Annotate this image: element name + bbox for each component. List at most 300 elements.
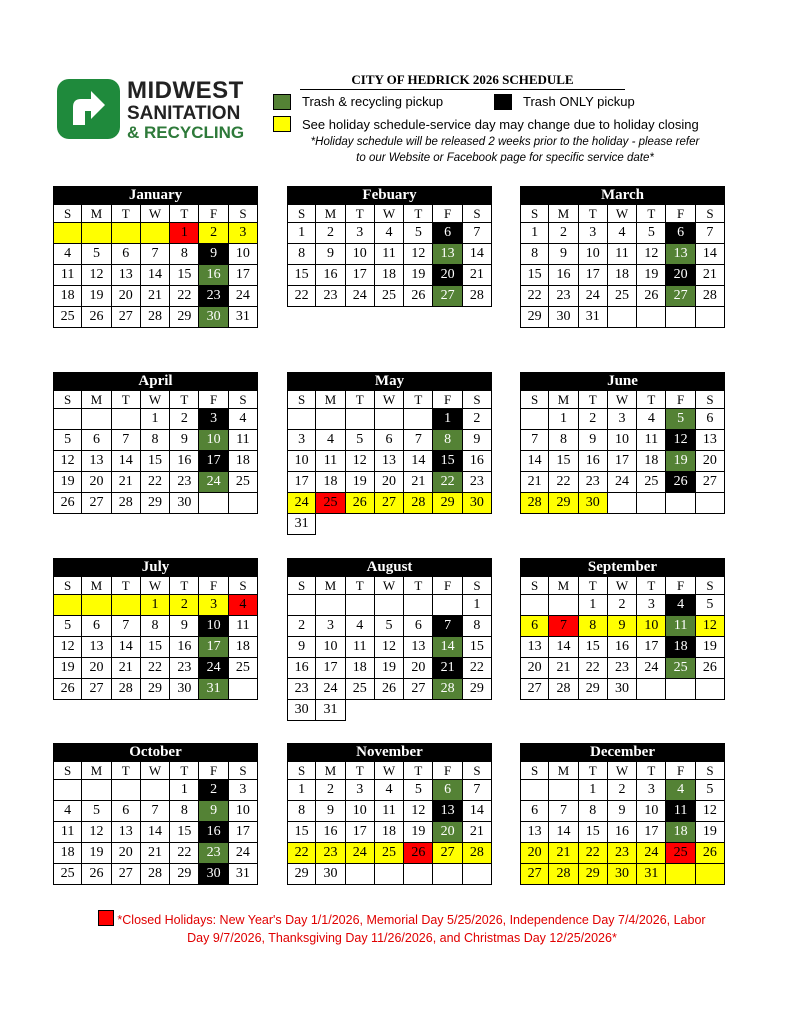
weekday-header: S	[53, 577, 82, 595]
day-cell: 31	[579, 307, 608, 328]
empty-day-cell	[404, 514, 433, 535]
day-cell: 26	[696, 843, 725, 864]
day-cell: 30	[316, 864, 345, 885]
empty-day-cell	[316, 595, 345, 616]
day-cell: 2	[199, 780, 228, 801]
weekday-header: T	[579, 391, 608, 409]
day-cell: 13	[82, 451, 111, 472]
day-cell: 23	[170, 658, 199, 679]
day-cell: 8	[170, 801, 199, 822]
weekday-header: W	[608, 762, 637, 780]
day-cell: 10	[579, 244, 608, 265]
empty-day-cell	[287, 409, 316, 430]
weekday-header: S	[696, 762, 725, 780]
day-cell: 12	[404, 801, 433, 822]
month-december	[520, 743, 725, 885]
weekday-header: W	[141, 577, 170, 595]
empty-day-cell	[433, 514, 462, 535]
day-cell: 28	[141, 864, 170, 885]
weekday-header: S	[229, 577, 258, 595]
closed-holidays-note	[57, 910, 747, 947]
holiday-note-line-1: *Holiday schedule will be released 2 weeks prior to the holiday - please refer	[310, 136, 700, 148]
day-cell: 23	[579, 472, 608, 493]
day-cell: 13	[433, 244, 462, 265]
day-cell: 26	[53, 493, 82, 514]
day-cell: 22	[170, 286, 199, 307]
empty-day-cell	[637, 307, 666, 328]
empty-day-cell	[112, 595, 141, 616]
month-header: March	[520, 186, 725, 205]
weekday-header: T	[112, 577, 141, 595]
day-cell: 4	[316, 430, 345, 451]
day-cell: 9	[170, 616, 199, 637]
weekday-header: S	[463, 577, 492, 595]
day-cell: 1	[520, 223, 549, 244]
day-cell: 16	[608, 637, 637, 658]
weekday-header: T	[579, 205, 608, 223]
day-cell: 31	[199, 679, 228, 700]
empty-day-cell	[199, 493, 228, 514]
day-cell: 17	[229, 265, 258, 286]
empty-day-cell	[608, 307, 637, 328]
day-cell: 17	[579, 265, 608, 286]
day-cell: 31	[229, 307, 258, 328]
day-cell: 9	[463, 430, 492, 451]
day-cell: 4	[53, 244, 82, 265]
day-cell: 30	[170, 493, 199, 514]
day-cell: 24	[316, 679, 345, 700]
day-cell: 12	[53, 451, 82, 472]
day-cell: 7	[549, 801, 578, 822]
day-cell: 12	[696, 616, 725, 637]
empty-day-cell	[346, 700, 375, 721]
day-cell: 27	[433, 286, 462, 307]
day-cell: 9	[170, 430, 199, 451]
weekday-header: T	[404, 205, 433, 223]
day-cell: 19	[375, 658, 404, 679]
day-cell: 18	[375, 822, 404, 843]
day-cell: 11	[346, 637, 375, 658]
day-cell: 2	[608, 595, 637, 616]
day-cell: 24	[637, 658, 666, 679]
month-days-grid	[520, 205, 725, 328]
weekday-header: W	[141, 391, 170, 409]
day-cell: 3	[637, 780, 666, 801]
day-cell: 26	[82, 864, 111, 885]
weekday-header: S	[53, 205, 82, 223]
day-cell: 13	[82, 637, 111, 658]
weekday-header: F	[433, 762, 462, 780]
day-cell: 6	[433, 780, 462, 801]
day-cell: 8	[287, 244, 316, 265]
day-cell: 2	[170, 409, 199, 430]
day-cell: 10	[637, 616, 666, 637]
day-cell: 15	[463, 637, 492, 658]
empty-day-cell	[433, 700, 462, 721]
day-cell: 20	[520, 658, 549, 679]
day-cell: 12	[696, 801, 725, 822]
day-cell: 11	[666, 801, 695, 822]
closed-legend-swatch	[98, 910, 114, 926]
weekday-header: S	[520, 205, 549, 223]
empty-day-cell	[82, 595, 111, 616]
day-cell: 26	[346, 493, 375, 514]
day-cell: 9	[608, 801, 637, 822]
day-cell: 21	[549, 843, 578, 864]
weekday-header: W	[608, 391, 637, 409]
day-cell: 14	[141, 822, 170, 843]
month-november	[287, 743, 492, 885]
day-cell: 3	[608, 409, 637, 430]
day-cell: 25	[346, 679, 375, 700]
day-cell: 26	[375, 679, 404, 700]
day-cell: 16	[608, 822, 637, 843]
day-cell: 3	[199, 409, 228, 430]
day-cell: 10	[346, 244, 375, 265]
day-cell: 24	[637, 843, 666, 864]
company-logo	[57, 79, 257, 141]
weekday-header: T	[170, 577, 199, 595]
day-cell: 6	[82, 430, 111, 451]
day-cell: 11	[608, 244, 637, 265]
day-cell: 18	[346, 658, 375, 679]
day-cell: 11	[316, 451, 345, 472]
month-header: June	[520, 372, 725, 391]
month-april	[53, 372, 258, 514]
day-cell: 1	[170, 780, 199, 801]
day-cell: 19	[696, 822, 725, 843]
empty-day-cell	[346, 409, 375, 430]
weekday-header: S	[53, 762, 82, 780]
day-cell: 27	[375, 493, 404, 514]
month-july	[53, 558, 258, 700]
logo-text	[127, 79, 244, 141]
day-cell: 22	[170, 843, 199, 864]
weekday-header: M	[316, 762, 345, 780]
day-cell: 16	[463, 451, 492, 472]
empty-day-cell	[112, 780, 141, 801]
day-cell: 7	[433, 616, 462, 637]
day-cell: 24	[199, 658, 228, 679]
day-cell: 18	[53, 286, 82, 307]
day-cell: 20	[520, 843, 549, 864]
day-cell: 18	[316, 472, 345, 493]
weekday-header: W	[141, 762, 170, 780]
day-cell: 10	[229, 244, 258, 265]
day-cell: 6	[433, 223, 462, 244]
weekday-header: W	[375, 577, 404, 595]
weekday-header: S	[520, 762, 549, 780]
weekday-header: W	[375, 762, 404, 780]
weekday-header: F	[433, 391, 462, 409]
empty-day-cell	[463, 864, 492, 885]
empty-day-cell	[316, 514, 345, 535]
weekday-header: T	[404, 391, 433, 409]
day-cell: 29	[463, 679, 492, 700]
weekday-header: S	[53, 391, 82, 409]
day-cell: 25	[229, 472, 258, 493]
empty-day-cell	[141, 223, 170, 244]
day-cell: 17	[199, 451, 228, 472]
day-cell: 8	[520, 244, 549, 265]
day-cell: 20	[433, 265, 462, 286]
day-cell: 10	[608, 430, 637, 451]
weekday-header: S	[463, 205, 492, 223]
empty-day-cell	[229, 493, 258, 514]
weekday-header: S	[229, 762, 258, 780]
weekday-header: M	[316, 577, 345, 595]
day-cell: 18	[229, 637, 258, 658]
empty-day-cell	[346, 595, 375, 616]
day-cell: 24	[229, 843, 258, 864]
empty-day-cell	[520, 780, 549, 801]
recycling-legend-label: Trash & recycling pickup	[302, 94, 444, 109]
day-cell: 23	[608, 658, 637, 679]
day-cell: 9	[608, 616, 637, 637]
day-cell: 26	[404, 286, 433, 307]
day-cell: 22	[463, 658, 492, 679]
empty-day-cell	[375, 514, 404, 535]
month-september	[520, 558, 725, 700]
empty-day-cell	[112, 223, 141, 244]
month-header: December	[520, 743, 725, 762]
day-cell: 16	[579, 451, 608, 472]
day-cell: 14	[549, 637, 578, 658]
day-cell: 19	[404, 822, 433, 843]
day-cell: 4	[229, 409, 258, 430]
empty-day-cell	[608, 493, 637, 514]
day-cell: 21	[404, 472, 433, 493]
day-cell: 7	[141, 801, 170, 822]
weekday-header: F	[666, 205, 695, 223]
weekday-header: T	[637, 762, 666, 780]
day-cell: 18	[375, 265, 404, 286]
day-cell: 1	[141, 595, 170, 616]
month-header: Febuary	[287, 186, 492, 205]
day-cell: 4	[666, 595, 695, 616]
weekday-header: F	[199, 577, 228, 595]
day-cell: 2	[608, 780, 637, 801]
day-cell: 25	[316, 493, 345, 514]
day-cell: 21	[112, 472, 141, 493]
day-cell: 3	[199, 595, 228, 616]
weekday-header: W	[608, 205, 637, 223]
day-cell: 10	[199, 616, 228, 637]
day-cell: 13	[404, 637, 433, 658]
day-cell: 20	[82, 472, 111, 493]
day-cell: 28	[112, 493, 141, 514]
weekday-header: T	[637, 205, 666, 223]
day-cell: 25	[375, 843, 404, 864]
day-cell: 24	[346, 286, 375, 307]
day-cell: 2	[549, 223, 578, 244]
day-cell: 3	[346, 780, 375, 801]
day-cell: 30	[608, 864, 637, 885]
day-cell: 8	[287, 801, 316, 822]
day-cell: 30	[463, 493, 492, 514]
day-cell: 23	[316, 286, 345, 307]
day-cell: 7	[463, 223, 492, 244]
day-cell: 17	[346, 822, 375, 843]
day-cell: 13	[112, 265, 141, 286]
day-cell: 14	[112, 451, 141, 472]
month-days-grid	[520, 577, 725, 700]
day-cell: 5	[346, 430, 375, 451]
day-cell: 17	[637, 822, 666, 843]
empty-day-cell	[346, 864, 375, 885]
day-cell: 8	[433, 430, 462, 451]
month-header: September	[520, 558, 725, 577]
day-cell: 29	[520, 307, 549, 328]
day-cell: 8	[549, 430, 578, 451]
day-cell: 12	[346, 451, 375, 472]
day-cell: 23	[549, 286, 578, 307]
day-cell: 6	[520, 801, 549, 822]
month-header: April	[53, 372, 258, 391]
day-cell: 5	[53, 430, 82, 451]
day-cell: 18	[666, 822, 695, 843]
day-cell: 30	[579, 493, 608, 514]
weekday-header: T	[404, 762, 433, 780]
day-cell: 5	[82, 244, 111, 265]
day-cell: 18	[53, 843, 82, 864]
day-cell: 19	[637, 265, 666, 286]
day-cell: 25	[666, 843, 695, 864]
day-cell: 21	[463, 265, 492, 286]
empty-day-cell	[82, 223, 111, 244]
empty-day-cell	[433, 595, 462, 616]
empty-day-cell	[666, 679, 695, 700]
day-cell: 1	[141, 409, 170, 430]
day-cell: 28	[463, 843, 492, 864]
weekday-header: T	[170, 205, 199, 223]
day-cell: 18	[229, 451, 258, 472]
day-cell: 7	[520, 430, 549, 451]
month-days-grid	[287, 205, 492, 307]
day-cell: 27	[520, 864, 549, 885]
empty-day-cell	[696, 864, 725, 885]
day-cell: 24	[579, 286, 608, 307]
day-cell: 6	[520, 616, 549, 637]
empty-day-cell	[404, 864, 433, 885]
weekday-header: F	[666, 391, 695, 409]
day-cell: 21	[520, 472, 549, 493]
empty-day-cell	[375, 700, 404, 721]
day-cell: 8	[170, 244, 199, 265]
day-cell: 17	[608, 451, 637, 472]
weekday-header: F	[666, 762, 695, 780]
day-cell: 21	[433, 658, 462, 679]
holiday-legend-label: See holiday schedule-service day may change due to holiday closing	[302, 117, 699, 132]
day-cell: 15	[549, 451, 578, 472]
month-days-grid	[287, 762, 492, 885]
weekday-header: T	[112, 762, 141, 780]
day-cell: 9	[287, 637, 316, 658]
recycling-legend-swatch	[273, 94, 291, 110]
day-cell: 22	[287, 286, 316, 307]
day-cell: 18	[637, 451, 666, 472]
day-cell: 4	[229, 595, 258, 616]
day-cell: 5	[375, 616, 404, 637]
day-cell: 16	[170, 637, 199, 658]
month-june	[520, 372, 725, 514]
day-cell: 27	[112, 307, 141, 328]
day-cell: 1	[433, 409, 462, 430]
empty-day-cell	[316, 409, 345, 430]
weekday-header: S	[229, 205, 258, 223]
day-cell: 12	[404, 244, 433, 265]
empty-day-cell	[549, 595, 578, 616]
day-cell: 14	[696, 244, 725, 265]
day-cell: 25	[53, 307, 82, 328]
weekday-header: M	[549, 391, 578, 409]
day-cell: 7	[404, 430, 433, 451]
day-cell: 4	[53, 801, 82, 822]
day-cell: 2	[316, 780, 345, 801]
day-cell: 26	[404, 843, 433, 864]
day-cell: 6	[375, 430, 404, 451]
month-header: August	[287, 558, 492, 577]
weekday-header: S	[287, 762, 316, 780]
weekday-header: S	[520, 577, 549, 595]
month-days-grid	[53, 577, 258, 700]
day-cell: 13	[112, 822, 141, 843]
day-cell: 9	[316, 801, 345, 822]
day-cell: 6	[112, 801, 141, 822]
day-cell: 16	[199, 822, 228, 843]
day-cell: 6	[112, 244, 141, 265]
day-cell: 23	[199, 286, 228, 307]
weekday-header: S	[696, 577, 725, 595]
logo-line-2: SANITATION	[127, 103, 241, 124]
day-cell: 28	[549, 679, 578, 700]
holiday-note-line-2: to our Website or Facebook page for specific service date*	[356, 152, 654, 164]
day-cell: 21	[141, 286, 170, 307]
day-cell: 13	[520, 822, 549, 843]
day-cell: 20	[82, 658, 111, 679]
weekday-header: W	[608, 577, 637, 595]
day-cell: 11	[637, 430, 666, 451]
day-cell: 25	[637, 472, 666, 493]
day-cell: 4	[375, 223, 404, 244]
day-cell: 12	[53, 637, 82, 658]
day-cell: 23	[287, 679, 316, 700]
empty-day-cell	[520, 595, 549, 616]
day-cell: 28	[433, 679, 462, 700]
day-cell: 20	[404, 658, 433, 679]
weekday-header: W	[375, 205, 404, 223]
day-cell: 4	[375, 780, 404, 801]
day-cell: 11	[53, 265, 82, 286]
day-cell: 26	[696, 658, 725, 679]
weekday-header: M	[82, 205, 111, 223]
day-cell: 27	[666, 286, 695, 307]
day-cell: 12	[82, 265, 111, 286]
holiday-legend-swatch	[273, 116, 291, 132]
day-cell: 22	[141, 472, 170, 493]
day-cell: 2	[170, 595, 199, 616]
day-cell: 19	[404, 265, 433, 286]
day-cell: 30	[608, 679, 637, 700]
day-cell: 30	[199, 307, 228, 328]
month-days-grid	[53, 762, 258, 885]
weekday-header: T	[346, 577, 375, 595]
day-cell: 13	[666, 244, 695, 265]
day-cell: 10	[316, 637, 345, 658]
weekday-header: F	[199, 205, 228, 223]
day-cell: 14	[404, 451, 433, 472]
weekday-header: M	[316, 205, 345, 223]
